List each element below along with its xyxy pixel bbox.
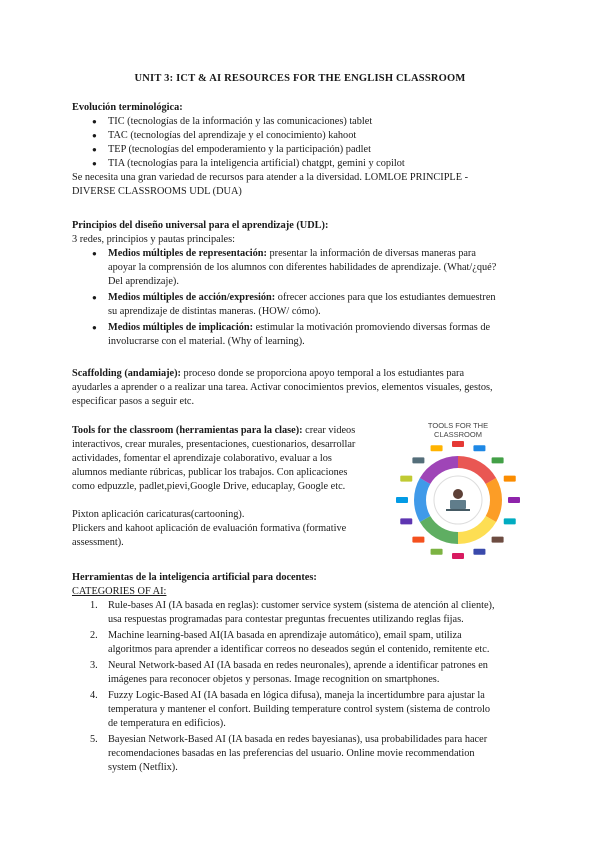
paragraph-line: Se necesita una gran variedad de recursos para atender a la diversidad. LOMLOE PRINCIPLE - xyxy=(72,172,469,183)
list-item xyxy=(72,629,542,657)
tools-bold-label: Tools for the classroom (herramientas para la clase): xyxy=(72,425,303,436)
list-item: ● TIC (tecnologías de la información y las comunicaciones) tablet xyxy=(72,115,542,129)
app-logo-tile xyxy=(452,553,464,559)
section-heading: Herramientas de la inteligencia artificial para docentes: xyxy=(72,572,317,583)
item-text: su aprendizaje de distintas maneras. (HOW/ cómo). xyxy=(108,306,321,317)
item-text: imágenes para reconocer objetos y personas. Image recognition on smartphones. xyxy=(108,674,440,685)
list-item xyxy=(72,247,542,289)
figure-title-line2: CLASSROOM xyxy=(434,430,482,439)
paragraph-line: DIVERSE CLASSROOMS UDL (DUA) xyxy=(72,186,242,197)
item-text: algoritmos para aprender a identificar correos no deseados según el contenido, remitente etc. xyxy=(108,644,490,655)
app-logo-tile xyxy=(492,537,504,543)
list-item xyxy=(72,659,542,687)
app-logo-tile xyxy=(508,497,520,503)
list-item xyxy=(72,599,542,627)
paragraph-line: alumnos mediante rúbricas, publicar los trabajos. Con aplicaciones xyxy=(72,467,348,478)
item-text: system (Netflix). xyxy=(108,762,178,773)
app-logo-tile xyxy=(431,445,443,451)
section-heading: Evolución terminológica: xyxy=(72,102,183,113)
scaffolding-bold-label: Scaffolding (andamiaje): xyxy=(72,368,181,379)
app-logo-tile xyxy=(400,476,412,482)
ring-segment xyxy=(486,478,502,522)
paragraph-line: actividades, fomentar el aprendizaje colaborativo, evaluar a los xyxy=(72,453,332,464)
list-item: ● TAC (tecnologías del aprendizaje y el conocimiento) kahoot xyxy=(72,129,542,143)
item-text: Bayesian Network-Based AI (IA basada en redes bayesianas), usa probabilidades para hacer xyxy=(108,734,488,745)
app-logo-tile xyxy=(473,549,485,555)
app-logo-tile xyxy=(400,518,412,524)
bullet-list xyxy=(72,247,542,349)
list-item xyxy=(72,291,542,319)
app-logo-tile xyxy=(396,497,408,503)
item-bold-label: Medios múltiples de implicación: xyxy=(108,322,254,333)
figure-title-line1: TOOLS FOR THE xyxy=(427,421,489,430)
app-logo-tile xyxy=(412,457,424,463)
ring-segment xyxy=(414,478,430,522)
app-logo-tile xyxy=(473,445,485,451)
tools-for-classroom-figure xyxy=(388,418,528,560)
list-item xyxy=(72,321,542,349)
paragraph-line: interactivos, crear murales, presentaciones, cuestionarios, desarrollar xyxy=(72,439,356,450)
list-item: ● TEP (tecnologías del empoderamiento y la participación) padlet xyxy=(72,143,542,157)
app-logo-tile xyxy=(452,441,464,447)
paragraph-line: Pixton aplicación caricaturas(cartooning). xyxy=(72,509,245,520)
paragraph-text: proceso donde se proporciona apoyo temporal a los estudiantes para xyxy=(180,368,465,379)
item-bold-label: Medios múltiples de acción/expresión: xyxy=(108,292,276,303)
paragraph-line: Plickers and kahoot aplicación de evaluación formativa (formative xyxy=(72,523,347,534)
item-text: ofrecer acciones para que los estudiantes demuestren xyxy=(275,292,496,303)
app-logo-tile xyxy=(492,457,504,463)
item-number: 3. xyxy=(90,660,98,671)
section-principios xyxy=(72,219,542,349)
page-title: UNIT 3: ICT & AI RESOURCES FOR THE ENGLISH CLASSROOM xyxy=(134,73,466,84)
item-text: temperatura y mantener el confort. Building temperature control system (sistema de controlo xyxy=(108,704,491,715)
section-heading: Principios del diseño universal para el aprendizaje (UDL): xyxy=(72,220,329,231)
paragraph-line: como edpuzzle, padlet,pievi,Google Drive, educaplay, Google etc. xyxy=(72,481,346,492)
paragraph-text: crear videos xyxy=(302,425,356,436)
paragraph-line: ayudarles a aprender o a realizar una tarea. Activar conocimientos previos, elementos visuales, gestos, xyxy=(72,382,493,393)
list-item: ● TIA (tecnologías para la inteligencia artificial) chatgpt, gemini y copilot xyxy=(72,157,542,171)
app-logo-tile xyxy=(504,518,516,524)
app-logo-tile xyxy=(504,476,516,482)
section-evolucion xyxy=(72,101,542,199)
item-text: estimular la motivación promoviendo diversas formas de xyxy=(253,322,491,333)
numbered-list xyxy=(72,599,542,775)
item-text: recomendaciones basadas en las preferencias del usuario. Online movie recommendation xyxy=(108,748,475,759)
section-scaffolding xyxy=(72,367,542,409)
app-logo-tile xyxy=(431,549,443,555)
paragraph-line: assessment). xyxy=(72,537,124,548)
item-number: 4. xyxy=(90,690,98,701)
app-logo-tile xyxy=(412,537,424,543)
list-item xyxy=(72,689,542,731)
item-text: Fuzzy Logic-Based AI (IA basada en lógica difusa), maneja la incertidumbre para ajustar la xyxy=(108,690,485,701)
item-text: Rule-bases AI (IA basada en reglas): customer service system (sistema de atención al cliente), xyxy=(108,600,495,611)
item-text: involucrarse con el material. (Why of learning). xyxy=(108,336,305,347)
section-tools xyxy=(72,424,382,550)
item-number: 1. xyxy=(90,600,98,611)
list-item xyxy=(72,733,542,775)
item-text: Neural Network-based AI (IA basada en redes neuronales), aprende a identificar patrones en xyxy=(108,660,488,671)
item-text: usa respuestas programadas para contestar preguntas frecuentes utilizando reglas fijas. xyxy=(108,614,464,625)
item-text: presentar la información de diversas maneras para xyxy=(266,248,476,259)
item-number: 5. xyxy=(90,734,98,745)
item-text: Machine learning-based AI(IA basada en aprendizaje automático), email spam, utiliza xyxy=(108,630,462,641)
section-ia xyxy=(72,571,542,775)
item-number: 2. xyxy=(90,630,98,641)
paragraph-line: especificar pasos a seguir etc. xyxy=(72,396,195,407)
item-text: de temperatura en edificios). xyxy=(108,718,226,729)
section-subheading: CATEGORIES OF AI: xyxy=(72,586,167,597)
paragraph-line: 3 redes, principios y pautas principales: xyxy=(72,234,235,245)
tools-wheel-graphic xyxy=(388,418,528,560)
item-bold-label: Medios múltiples de representación: xyxy=(108,248,267,259)
item-text: apoyar la comprensión de los alumnos con diferentes habilidades de aprendizaje. (What/¿qué? xyxy=(108,262,497,273)
bullet-list xyxy=(72,115,542,171)
item-text: Del aprendizaje). xyxy=(108,276,179,287)
